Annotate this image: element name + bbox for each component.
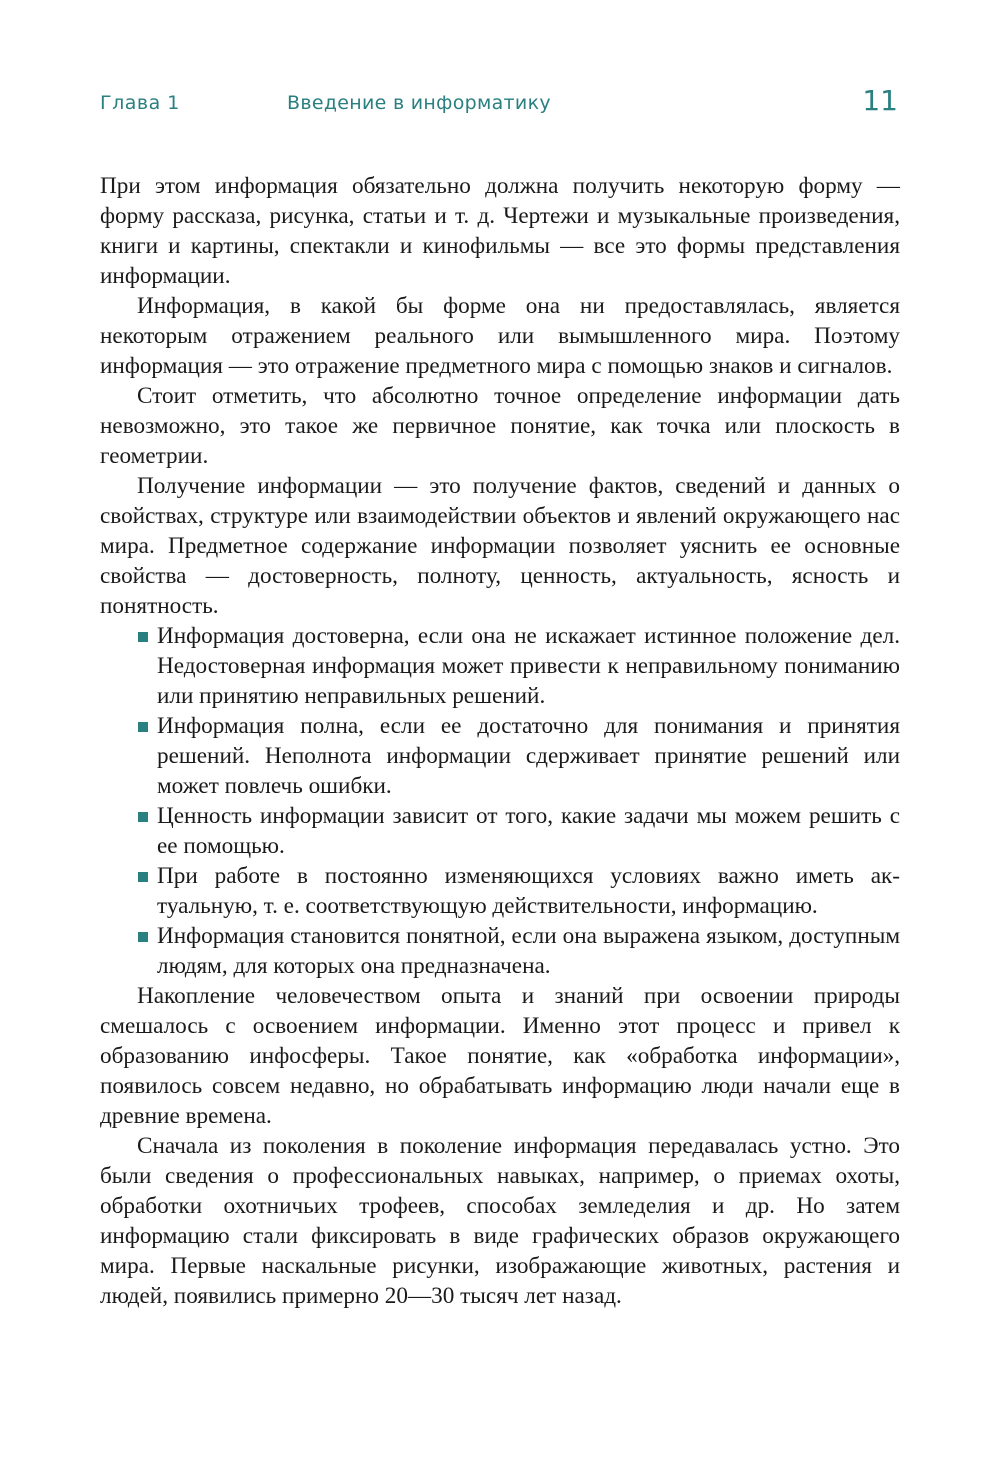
paragraph: Стоит отметить, что абсолютно точное определение информации дать невозможно, это такое же первичное понятие, как точка или плоскость в геометрии. [100, 383, 900, 469]
running-head [100, 84, 900, 120]
list-item [100, 921, 900, 981]
list-item [100, 621, 900, 711]
list-item-text: Ценность информации зависит от того, какие задачи мы можем решить с ее помощью. [157, 803, 900, 859]
chapter-title: Введение в информатику [287, 92, 551, 114]
square-bullet-icon [138, 872, 148, 882]
list-item-text: Информация становится понятной, если она выражена языком, доступным людям, для которых она предназначена. [157, 923, 900, 979]
properties-list [100, 621, 900, 981]
paragraph: Получение информации — это получение фактов, сведений и данных о свойствах, структуре или взаимодействии объектов и явлений окружающего нас мира. Предметное содержание информации позволяет уяснить ее основные свойства — достоверность, полноту, ценность, актуальность, ясность и понятность. [100, 473, 900, 619]
list-item-text: Информация достоверна, если она не искажает истинное положение дел. Недостоверная информация может привести к неправильному пониманию или принятию неправильных решений. [157, 623, 900, 709]
paragraph: При этом информация обязательно должна получить некоторую форму — форму рассказа, рисунка, статьи и т. д. Чертежи и музыкальные произведения, книги и картины, спектакли и кинофильмы — все это формы представления информации. [100, 173, 900, 289]
page-number: 11 [862, 84, 898, 117]
square-bullet-icon [138, 932, 148, 942]
chapter-label: Глава 1 [100, 92, 180, 114]
square-bullet-icon [138, 812, 148, 822]
square-bullet-icon [138, 722, 148, 732]
paragraph: Информация, в какой бы форме она ни предоставлялась, является некоторым отражением реального или вымышленного мира. Поэтому информация — это отражение предметного мира с помощью знаков и сигналов. [100, 293, 900, 379]
list-item-text: Информация полна, если ее достаточно для понимания и принятия решений. Неполнота информации сдерживает принятие решений или может повлечь ошибки. [157, 713, 900, 799]
list-item [100, 861, 900, 921]
body-text [100, 171, 900, 1311]
paragraph: Накопление человечеством опыта и знаний при освоении природы смешалось с освоением информации. Именно этот процесс и привел к образованию инфосферы. Такое понятие, как «обработка информации», появилось совсем недавно, но обрабатывать информацию люди начали еще в древние времена. [100, 983, 900, 1129]
list-item [100, 801, 900, 861]
list-item-text: При работе в постоянно изменяющихся условиях важно иметь актуальную, т. е. соответствующую действительности, информацию. [157, 863, 900, 919]
square-bullet-icon [138, 632, 148, 642]
paragraph: Сначала из поколения в поколение информация передавалась устно. Это были сведения о профессиональных навыках, например, о приемах охоты, обработки охотничьих трофеев, способах земледелия и др. Но затем информацию стали фиксировать в виде графических образов окружающего мира. Первые наскальные рисунки, изображающие животных, растения и людей, появились примерно 20—30 тысяч лет назад. [100, 1133, 900, 1309]
list-item [100, 711, 900, 801]
